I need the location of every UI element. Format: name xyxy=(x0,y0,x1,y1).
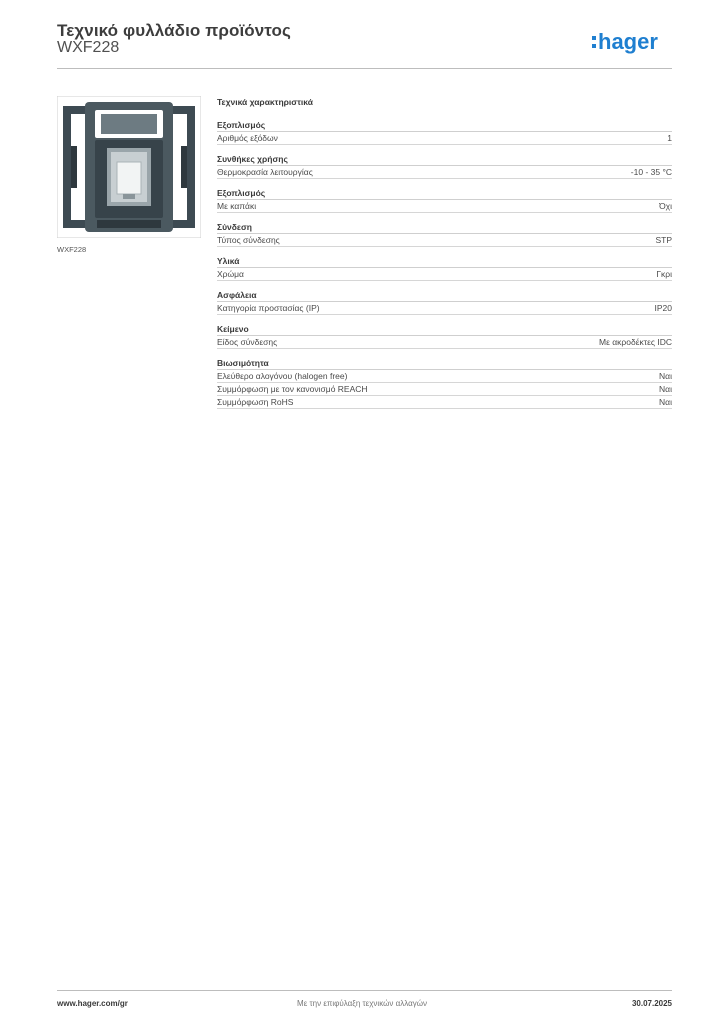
spec-value: -10 - 35 °C xyxy=(630,167,672,177)
spec-label: Συμμόρφωση RoHS xyxy=(217,397,294,407)
logo-text: hager xyxy=(598,29,658,54)
spec-label: Συμμόρφωση με τον κανονισμό REACH xyxy=(217,384,368,394)
header-divider xyxy=(57,68,672,69)
spec-group xyxy=(217,153,672,179)
footer-website[interactable]: www.hager.com/gr xyxy=(57,999,128,1008)
spec-group xyxy=(217,187,672,213)
spec-groups xyxy=(217,119,672,409)
spec-value: Με ακροδέκτες IDC xyxy=(599,337,672,347)
spec-row xyxy=(217,396,672,409)
spec-label: Θερμοκρασία λειτουργίας xyxy=(217,167,313,177)
spec-row xyxy=(217,200,672,213)
spec-row xyxy=(217,234,672,247)
spec-value: 1 xyxy=(667,133,672,143)
page-title: Τεχνικό φυλλάδιο προϊόντος xyxy=(57,21,291,40)
spec-value: IP20 xyxy=(654,303,672,313)
spec-value: Γκρι xyxy=(656,269,672,279)
spec-group xyxy=(217,323,672,349)
spec-group-title: Κείμενο xyxy=(217,323,672,336)
spec-group-title: Συνθήκες χρήσης xyxy=(217,153,672,166)
footer-disclaimer: Με την επιφύλαξη τεχνικών αλλαγών xyxy=(297,999,427,1008)
spec-row xyxy=(217,336,672,349)
spec-value: Ναι xyxy=(659,397,672,407)
spec-group xyxy=(217,255,672,281)
spec-row xyxy=(217,132,672,145)
spec-label: Ελεύθερο αλογόνου (halogen free) xyxy=(217,371,348,381)
spec-label: Τύπος σύνδεσης xyxy=(217,235,280,245)
spec-row xyxy=(217,302,672,315)
image-caption: WXF228 xyxy=(57,245,87,254)
spec-label: Με καπάκι xyxy=(217,201,257,211)
technical-specs xyxy=(217,97,672,417)
rj45-socket-module-image xyxy=(57,96,201,238)
spec-value: Ναι xyxy=(659,384,672,394)
spec-group-title: Ασφάλεια xyxy=(217,289,672,302)
spec-row xyxy=(217,268,672,281)
spec-group xyxy=(217,119,672,145)
spec-group xyxy=(217,357,672,409)
spec-label: Είδος σύνδεσης xyxy=(217,337,278,347)
spec-group xyxy=(217,289,672,315)
specs-title: Τεχνικά χαρακτηριστικά xyxy=(217,97,313,107)
spec-group xyxy=(217,221,672,247)
spec-value: Ναι xyxy=(659,371,672,381)
footer-date: 30.07.2025 xyxy=(631,999,672,1008)
spec-row xyxy=(217,370,672,383)
spec-label: Χρώμα xyxy=(217,269,244,279)
spec-group-title: Εξοπλισμός xyxy=(217,119,672,132)
spec-label: Κατηγορία προστασίας (IP) xyxy=(217,303,320,313)
product-code: WXF228 xyxy=(57,39,120,56)
spec-value: Όχι xyxy=(659,201,672,211)
hager-logo xyxy=(590,26,680,58)
spec-group-title: Βιωσιμότητα xyxy=(217,357,672,370)
footer-divider xyxy=(57,990,672,991)
spec-group-title: Σύνδεση xyxy=(217,221,672,234)
spec-row xyxy=(217,383,672,396)
spec-group-title: Υλικά xyxy=(217,255,672,268)
spec-row xyxy=(217,166,672,179)
spec-group-title: Εξοπλισμός xyxy=(217,187,672,200)
spec-value: STP xyxy=(655,235,672,245)
spec-label: Αριθμός εξόδων xyxy=(217,133,278,143)
